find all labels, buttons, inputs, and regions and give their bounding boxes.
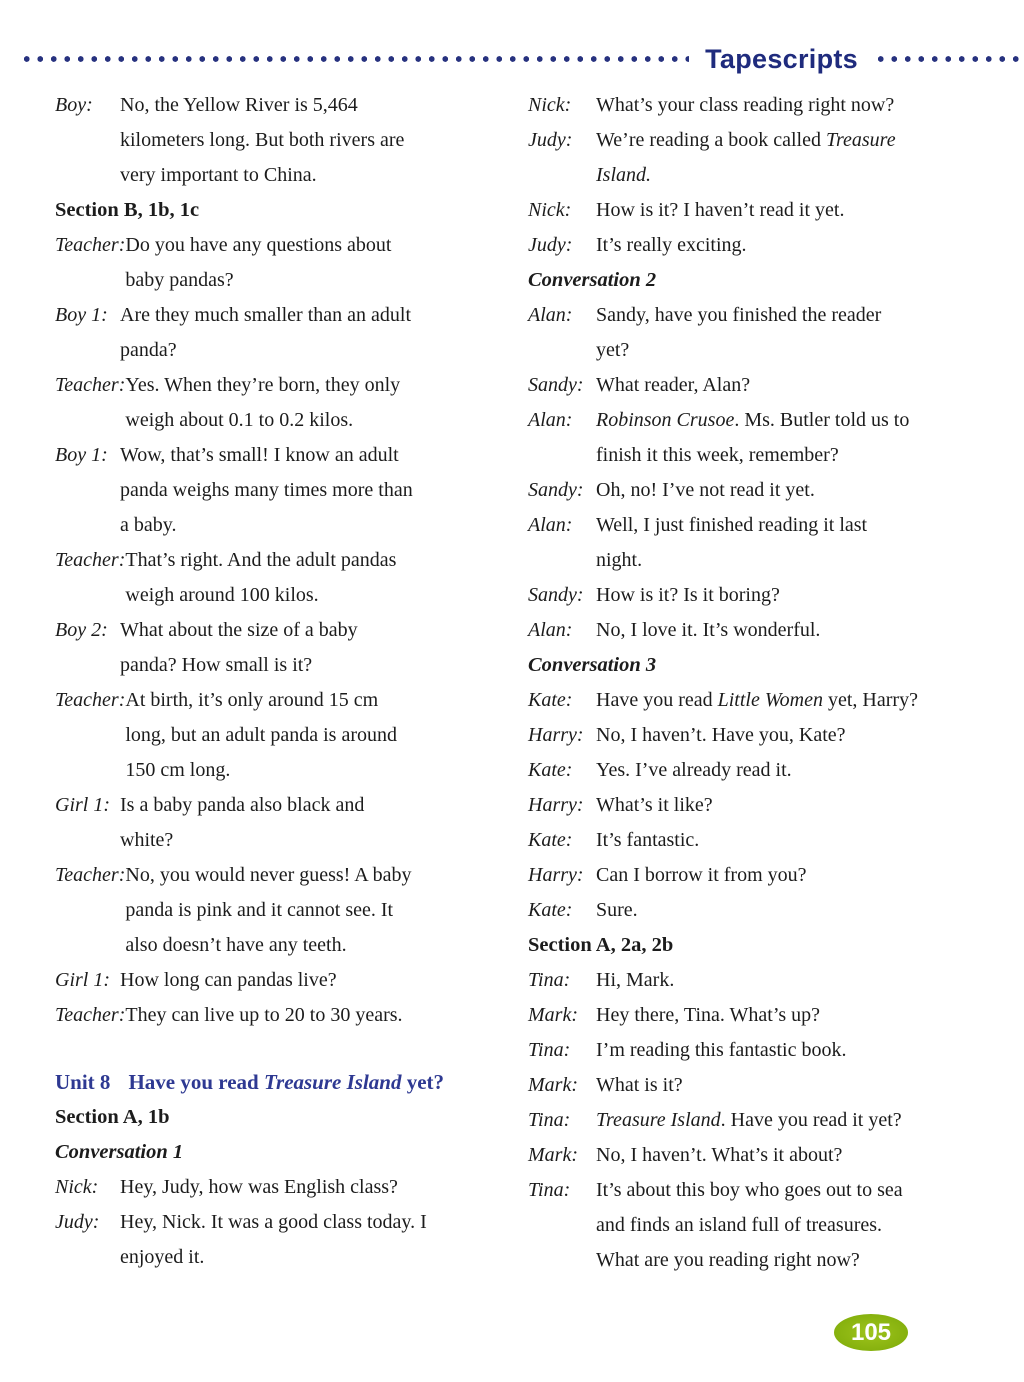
dialogue-row [528,1138,1024,1173]
dialogue-line: What is it? [596,1074,683,1096]
dialogue-line: Is a baby panda also black and [120,794,365,816]
dialogue-line: panda is pink and it cannot see. It [125,899,394,921]
speaker-label: Judy: [55,1211,100,1233]
dialogue-line: Oh, no! I’ve not read it yet. [596,479,815,501]
dialogue-text [125,228,498,298]
speaker-label: Kate: [528,899,573,921]
speaker-label: Teacher: [55,864,126,886]
dialogue-text [596,683,1024,718]
conversation-heading: Conversation 1 [55,1141,184,1163]
dialogue-text [120,438,498,543]
dialogue-line: Are they much smaller than an adult [120,304,412,326]
dialogue-line: Treasure Island. Have you read it yet? [596,1109,902,1131]
dialogue-line: What’s your class reading right now? [596,94,895,116]
speaker-label: Teacher: [55,549,126,571]
speaker-label: Kate: [528,829,573,851]
unit-heading: Unit 8 Have you read Treasure Island yet? [55,1070,445,1094]
speaker-label: Teacher: [55,234,126,256]
dialogue-line: a baby. [120,514,177,536]
dialogue-text [596,88,1024,123]
speaker-label: Mark: [528,1074,578,1096]
dialogue-text [596,403,1024,473]
dialogue-line: Sandy, have you finished the reader [596,304,882,326]
dialogue-row [528,1068,1024,1103]
dialogue-row [55,963,498,998]
dialogue-row [528,893,1024,928]
dialogue-line: We’re reading a book called Treasure [596,129,896,151]
dialogue-line: kilometers long. But both rivers are [120,129,405,151]
dialogue-row [528,368,1024,403]
dialogue-line: What reader, Alan? [596,374,751,396]
dialogue-text [125,998,498,1033]
speaker-label: Harry: [528,864,584,886]
dialogue-text [596,753,1024,788]
dialogue-text [120,298,498,368]
dotted-rule-right [874,55,1024,63]
dialogue-line: weigh around 100 kilos. [125,584,319,606]
dialogue-line: 150 cm long. [125,759,231,781]
dialogue-row [528,88,1024,123]
speaker-label: Teacher: [55,689,126,711]
dialogue-text [596,1033,1024,1068]
dialogue-line: It’s fantastic. [596,829,700,851]
dialogue-text [596,298,1024,368]
dialogue-text [596,893,1024,928]
dialogue-line: Have you read Little Women yet, Harry? [596,689,918,711]
dialogue-text [120,788,498,858]
speaker-label: Kate: [528,759,573,781]
dialogue-line: It’s really exciting. [596,234,747,256]
dialogue-line: How is it? I haven’t read it yet. [596,199,845,221]
dialogue-text [596,578,1024,613]
dialogue-text [596,228,1024,263]
dialogue-line: panda? How small is it? [120,654,313,676]
dialogue-line: Yes. I’ve already read it. [596,759,792,781]
dialogue-text [596,613,1024,648]
dialogue-row [528,508,1024,578]
dialogue-line: Can I borrow it from you? [596,864,807,886]
speaker-label: Sandy: [528,584,584,606]
dialogue-text [596,963,1024,998]
speaker-label: Alan: [528,409,573,431]
unit-number: Unit 8 [55,1070,111,1094]
speaker-label: Tina: [528,1109,571,1131]
dialogue-line: long, but an adult panda is around [125,724,397,746]
speaker-label: Alan: [528,304,573,326]
dialogue-line: baby pandas? [125,269,234,291]
dialogue-line: No, the Yellow River is 5,464 [120,94,358,116]
speaker-label: Teacher: [55,374,126,396]
dialogue-text [596,1138,1024,1173]
dialogue-row [528,578,1024,613]
speaker-label: Nick: [528,94,572,116]
dialogue-text [596,508,1024,578]
dialogue-line: night. [596,549,643,571]
speaker-label: Nick: [55,1176,99,1198]
dialogue-row [55,1170,498,1205]
dialogue-line: What about the size of a baby [120,619,358,641]
dialogue-line: They can live up to 20 to 30 years. [125,1004,403,1026]
dialogue-row [528,403,1024,473]
dialogue-text [596,1173,1024,1278]
speaker-label: Boy: [55,94,93,116]
dialogue-line: I’m reading this fantastic book. [596,1039,847,1061]
dialogue-text [125,368,498,438]
dialogue-line: How is it? Is it boring? [596,584,780,606]
dialogue-text [596,823,1024,858]
dialogue-row [55,368,498,438]
dialogue-row [528,1103,1024,1138]
dialogue-text [120,88,498,193]
dialogue-line: Sure. [596,899,638,921]
dialogue-row [528,473,1024,508]
dialogue-row [55,543,498,613]
dialogue-line: Hey, Judy, how was English class? [120,1176,398,1198]
dialogue-row [528,123,1024,193]
dialogue-row [55,88,498,193]
page-header [0,0,1024,76]
dialogue-line: enjoyed it. [120,1246,205,1268]
dialogue-text [596,193,1024,228]
dialogue-line: finish it this week, remember? [596,444,839,466]
speaker-label: Tina: [528,1039,571,1061]
column-right [498,88,1024,1278]
dialogue-row [55,298,498,368]
dialogue-row [528,823,1024,858]
section-heading: Section B, 1b, 1c [55,199,200,221]
dialogue-line: Island. [596,164,651,186]
page-title: Tapescripts [705,44,858,74]
dialogue-row [55,683,498,788]
dialogue-row [528,683,1024,718]
dialogue-row [528,298,1024,368]
dialogue-line: No, I love it. It’s wonderful. [596,619,821,641]
dialogue-row [55,858,498,963]
section-heading: Section A, 1b [55,1106,170,1128]
dialogue-line: What’s it like? [596,794,713,816]
dialogue-row [55,788,498,858]
dialogue-text [120,1205,498,1275]
dialogue-text [120,1170,498,1205]
dialogue-row [528,998,1024,1033]
dialogue-text [596,998,1024,1033]
page-number: 105 [850,1318,892,1346]
dialogue-row [528,963,1024,998]
dialogue-text [125,543,498,613]
speaker-label: Tina: [528,1179,571,1201]
dialogue-row [528,788,1024,823]
speaker-label: Mark: [528,1144,578,1166]
dialogue-row [528,193,1024,228]
dialogue-line: very important to China. [120,164,317,186]
dialogue-row [528,613,1024,648]
dialogue-line: It’s about this boy who goes out to sea [596,1179,903,1201]
dialogue-row [55,998,498,1033]
dialogue-line: Hi, Mark. [596,969,675,991]
speaker-label: Girl 1: [55,794,110,816]
dialogue-line: No, I haven’t. What’s it about? [596,1144,843,1166]
dialogue-text [596,858,1024,893]
dialogue-text [596,368,1024,403]
dialogue-line: Do you have any questions about [125,234,392,256]
dialogue-line: No, you would never guess! A baby [125,864,412,886]
page-number-badge [834,1314,908,1351]
speaker-label: Boy 1: [55,304,108,326]
speaker-label: Girl 1: [55,969,110,991]
speaker-label: Judy: [528,234,573,256]
dialogue-text [596,473,1024,508]
dialogue-line: and finds an island full of treasures. [596,1214,883,1236]
dialogue-line: Well, I just finished reading it last [596,514,868,536]
speaker-label: Nick: [528,199,572,221]
dialogue-line: How long can pandas live? [120,969,337,991]
dialogue-row [55,228,498,298]
conversation-heading: Conversation 2 [528,269,657,291]
column-left [0,88,498,1278]
dialogue-row [528,228,1024,263]
speaker-label: Sandy: [528,374,584,396]
speaker-label: Mark: [528,1004,578,1026]
dialogue-line: panda? [120,339,177,361]
dialogue-line: At birth, it’s only around 15 cm [125,689,379,711]
dialogue-text [120,963,498,998]
speaker-label: Harry: [528,724,584,746]
dialogue-line: That’s right. And the adult pandas [125,549,397,571]
dialogue-line: Hey, Nick. It was a good class today. I [120,1211,427,1233]
dialogue-text [125,683,498,788]
dialogue-row [528,1173,1024,1278]
speaker-label: Alan: [528,514,573,536]
dialogue-line: weigh about 0.1 to 0.2 kilos. [125,409,354,431]
dialogue-row [528,718,1024,753]
speaker-label: Tina: [528,969,571,991]
tapescript-columns [0,88,1024,1278]
speaker-label: Boy 1: [55,444,108,466]
dialogue-line: also doesn’t have any teeth. [125,934,347,956]
conversation-heading: Conversation 3 [528,654,657,676]
speaker-label: Teacher: [55,1004,126,1026]
dialogue-row [528,858,1024,893]
speaker-label: Alan: [528,619,573,641]
dialogue-line: What are you reading right now? [596,1249,860,1271]
dialogue-row [528,753,1024,788]
dialogue-text [596,1068,1024,1103]
dialogue-row [55,438,498,543]
dialogue-line: yet? [596,339,630,361]
dialogue-text [596,718,1024,753]
speaker-label: Boy 2: [55,619,108,641]
dotted-rule-left [20,55,689,63]
speaker-label: Kate: [528,689,573,711]
dialogue-row [55,1205,498,1275]
dialogue-line: Robinson Crusoe. Ms. Butler told us to [596,409,910,431]
dialogue-line: Wow, that’s small! I know an adult [120,444,399,466]
dialogue-text [596,123,1024,193]
dialogue-line: panda weighs many times more than [120,479,413,501]
dialogue-line: white? [120,829,174,851]
dialogue-text [120,613,498,683]
speaker-label: Judy: [528,129,573,151]
dialogue-line: No, I haven’t. Have you, Kate? [596,724,846,746]
dialogue-row [55,613,498,683]
dialogue-text [596,1103,1024,1138]
dialogue-text [596,788,1024,823]
dialogue-text [125,858,498,963]
speaker-label: Harry: [528,794,584,816]
dialogue-line: Hey there, Tina. What’s up? [596,1004,821,1026]
dialogue-line: Yes. When they’re born, they only [125,374,401,396]
speaker-label: Sandy: [528,479,584,501]
dialogue-row [528,1033,1024,1068]
section-heading: Section A, 2a, 2b [528,934,674,956]
